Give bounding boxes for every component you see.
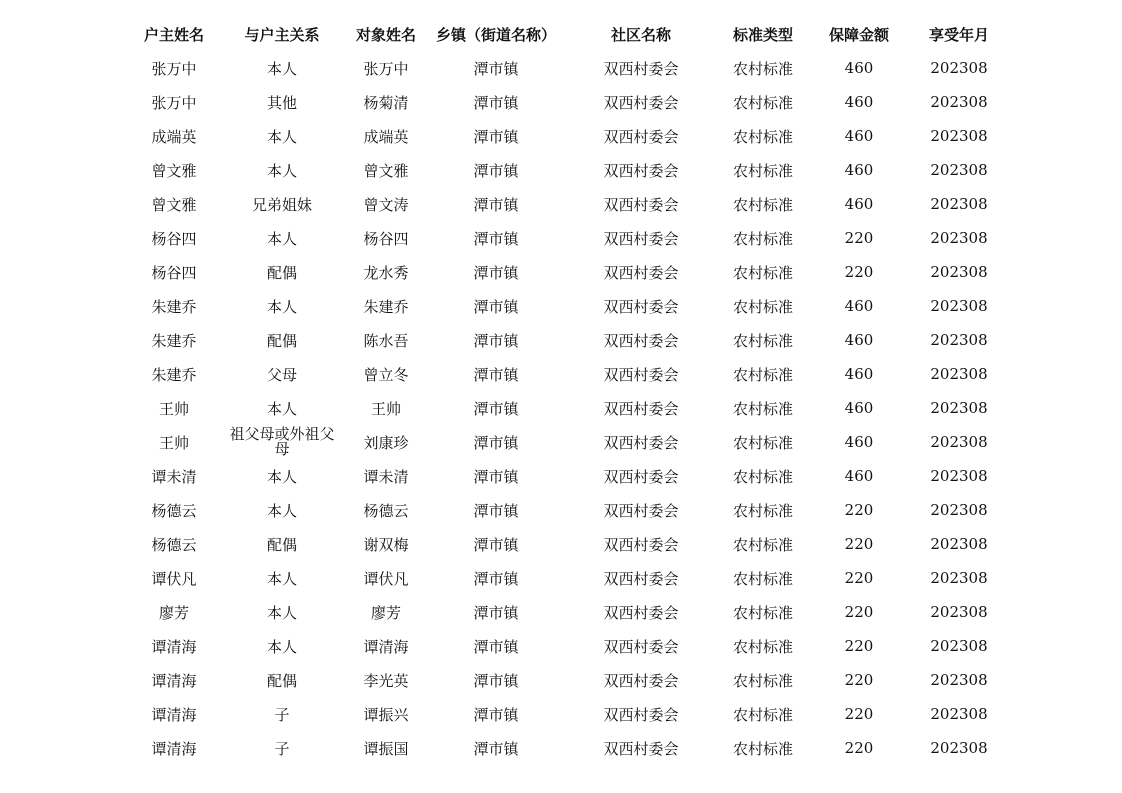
cell-household-head: 杨德云 xyxy=(151,535,197,554)
table-row xyxy=(120,323,1000,357)
table-row xyxy=(120,731,1000,765)
cell-amount: 220 xyxy=(844,603,874,621)
table-row xyxy=(120,595,1000,629)
cell-month: 202308 xyxy=(930,705,988,723)
cell-month: 202308 xyxy=(930,127,988,145)
table-row xyxy=(120,527,1000,561)
table-row xyxy=(120,493,1000,527)
header-community: 社区名称 xyxy=(610,25,671,44)
cell-household-head: 杨谷四 xyxy=(151,263,197,282)
cell-township: 潭市镇 xyxy=(473,535,519,554)
cell-amount: 220 xyxy=(844,229,874,247)
cell-month: 202308 xyxy=(930,297,988,315)
table-row xyxy=(120,187,1000,221)
cell-month: 202308 xyxy=(930,365,988,383)
cell-relationship: 配偶 xyxy=(266,331,297,350)
cell-amount: 460 xyxy=(844,161,874,179)
cell-subject-name: 成端英 xyxy=(363,127,409,146)
cell-standard-type: 农村标准 xyxy=(732,59,793,78)
cell-month: 202308 xyxy=(930,161,988,179)
cell-standard-type: 农村标准 xyxy=(732,569,793,588)
cell-township: 潭市镇 xyxy=(473,263,519,282)
cell-subject-name: 谢双梅 xyxy=(363,535,409,554)
cell-amount: 220 xyxy=(844,671,874,689)
cell-subject-name: 杨菊清 xyxy=(363,93,409,112)
table-body xyxy=(120,51,1000,765)
cell-relationship: 本人 xyxy=(266,603,297,622)
cell-subject-name: 谭未清 xyxy=(363,467,409,486)
cell-month: 202308 xyxy=(930,569,988,587)
cell-household-head: 廖芳 xyxy=(158,603,189,622)
cell-standard-type: 农村标准 xyxy=(732,739,793,758)
cell-amount: 220 xyxy=(844,569,874,587)
cell-community: 双西村委会 xyxy=(603,365,679,384)
cell-standard-type: 农村标准 xyxy=(732,671,793,690)
cell-month: 202308 xyxy=(930,671,988,689)
cell-relationship: 配偶 xyxy=(266,671,297,690)
cell-subject-name: 陈水吾 xyxy=(363,331,409,350)
cell-household-head: 朱建乔 xyxy=(151,297,197,316)
cell-community: 双西村委会 xyxy=(603,569,679,588)
cell-household-head: 谭伏凡 xyxy=(151,569,197,588)
cell-household-head: 谭清海 xyxy=(151,637,197,656)
cell-standard-type: 农村标准 xyxy=(732,331,793,350)
cell-amount: 460 xyxy=(844,433,874,451)
cell-subject-name: 谭伏凡 xyxy=(363,569,409,588)
cell-month: 202308 xyxy=(930,637,988,655)
cell-township: 潭市镇 xyxy=(473,365,519,384)
cell-amount: 220 xyxy=(844,637,874,655)
cell-standard-type: 农村标准 xyxy=(732,433,793,452)
cell-standard-type: 农村标准 xyxy=(732,93,793,112)
cell-relationship: 本人 xyxy=(266,161,297,180)
cell-amount: 460 xyxy=(844,93,874,111)
cell-community: 双西村委会 xyxy=(603,297,679,316)
cell-township: 潭市镇 xyxy=(473,671,519,690)
cell-household-head: 成端英 xyxy=(151,127,197,146)
cell-community: 双西村委会 xyxy=(603,59,679,78)
cell-standard-type: 农村标准 xyxy=(732,195,793,214)
cell-township: 潭市镇 xyxy=(473,229,519,248)
cell-relationship: 配偶 xyxy=(266,263,297,282)
cell-amount: 220 xyxy=(844,263,874,281)
cell-relationship: 本人 xyxy=(266,399,297,418)
cell-standard-type: 农村标准 xyxy=(732,603,793,622)
cell-amount: 460 xyxy=(844,399,874,417)
cell-standard-type: 农村标准 xyxy=(732,467,793,486)
cell-month: 202308 xyxy=(930,501,988,519)
cell-subject-name: 杨德云 xyxy=(363,501,409,520)
cell-month: 202308 xyxy=(930,603,988,621)
cell-community: 双西村委会 xyxy=(603,739,679,758)
cell-standard-type: 农村标准 xyxy=(732,161,793,180)
cell-month: 202308 xyxy=(930,93,988,111)
cell-township: 潭市镇 xyxy=(473,501,519,520)
cell-community: 双西村委会 xyxy=(603,229,679,248)
cell-township: 潭市镇 xyxy=(473,93,519,112)
cell-relationship: 其他 xyxy=(266,93,297,112)
header-household-head: 户主姓名 xyxy=(143,25,204,44)
cell-community: 双西村委会 xyxy=(603,93,679,112)
cell-subject-name: 谭振兴 xyxy=(363,705,409,724)
cell-month: 202308 xyxy=(930,195,988,213)
cell-subject-name: 王帅 xyxy=(370,399,401,418)
cell-amount: 460 xyxy=(844,331,874,349)
cell-household-head: 曾文雅 xyxy=(151,195,197,214)
table-row xyxy=(120,221,1000,255)
cell-township: 潭市镇 xyxy=(473,399,519,418)
cell-township: 潭市镇 xyxy=(473,331,519,350)
cell-community: 双西村委会 xyxy=(603,263,679,282)
cell-standard-type: 农村标准 xyxy=(732,127,793,146)
cell-standard-type: 农村标准 xyxy=(732,535,793,554)
cell-relationship: 本人 xyxy=(266,127,297,146)
header-township: 乡镇（街道名称） xyxy=(436,25,556,44)
cell-relationship: 本人 xyxy=(266,467,297,486)
cell-subject-name: 廖芳 xyxy=(370,603,401,622)
cell-standard-type: 农村标准 xyxy=(732,365,793,384)
cell-standard-type: 农村标准 xyxy=(732,399,793,418)
cell-amount: 460 xyxy=(844,127,874,145)
data-table xyxy=(120,17,1000,765)
cell-relationship: 祖父母或外祖父母 xyxy=(229,425,335,458)
cell-relationship: 父母 xyxy=(266,365,297,384)
cell-standard-type: 农村标准 xyxy=(732,229,793,248)
cell-relationship: 子 xyxy=(274,739,290,758)
cell-amount: 460 xyxy=(844,365,874,383)
cell-month: 202308 xyxy=(930,331,988,349)
cell-community: 双西村委会 xyxy=(603,161,679,180)
cell-household-head: 王帅 xyxy=(158,399,189,418)
table-row xyxy=(120,119,1000,153)
header-subject-name: 对象姓名 xyxy=(355,25,416,44)
cell-household-head: 杨谷四 xyxy=(151,229,197,248)
cell-month: 202308 xyxy=(930,59,988,77)
cell-amount: 460 xyxy=(844,195,874,213)
cell-subject-name: 杨谷四 xyxy=(363,229,409,248)
header-relationship: 与户主关系 xyxy=(244,25,320,44)
cell-community: 双西村委会 xyxy=(603,195,679,214)
cell-township: 潭市镇 xyxy=(473,297,519,316)
cell-subject-name: 曾文雅 xyxy=(363,161,409,180)
cell-community: 双西村委会 xyxy=(603,127,679,146)
cell-subject-name: 谭清海 xyxy=(363,637,409,656)
cell-household-head: 王帅 xyxy=(158,433,189,452)
cell-relationship: 本人 xyxy=(266,297,297,316)
cell-amount: 220 xyxy=(844,705,874,723)
cell-township: 潭市镇 xyxy=(473,705,519,724)
cell-community: 双西村委会 xyxy=(603,331,679,350)
table-row xyxy=(120,357,1000,391)
cell-subject-name: 刘康珍 xyxy=(363,433,409,452)
cell-community: 双西村委会 xyxy=(603,637,679,656)
cell-amount: 460 xyxy=(844,297,874,315)
cell-relationship: 本人 xyxy=(266,59,297,78)
cell-subject-name: 谭振国 xyxy=(363,739,409,758)
table-row xyxy=(120,255,1000,289)
cell-month: 202308 xyxy=(930,433,988,451)
cell-standard-type: 农村标准 xyxy=(732,637,793,656)
cell-relationship: 配偶 xyxy=(266,535,297,554)
cell-township: 潭市镇 xyxy=(473,467,519,486)
cell-community: 双西村委会 xyxy=(603,603,679,622)
cell-community: 双西村委会 xyxy=(603,535,679,554)
cell-relationship: 子 xyxy=(274,705,290,724)
cell-amount: 220 xyxy=(844,535,874,553)
cell-relationship: 本人 xyxy=(266,229,297,248)
cell-community: 双西村委会 xyxy=(603,399,679,418)
cell-township: 潭市镇 xyxy=(473,739,519,758)
cell-subject-name: 曾文涛 xyxy=(363,195,409,214)
cell-standard-type: 农村标准 xyxy=(732,297,793,316)
cell-community: 双西村委会 xyxy=(603,705,679,724)
cell-amount: 220 xyxy=(844,501,874,519)
cell-household-head: 谭清海 xyxy=(151,739,197,758)
cell-community: 双西村委会 xyxy=(603,467,679,486)
cell-month: 202308 xyxy=(930,739,988,757)
table-row xyxy=(120,663,1000,697)
table-row xyxy=(120,425,1000,459)
table-row xyxy=(120,629,1000,663)
cell-township: 潭市镇 xyxy=(473,59,519,78)
cell-household-head: 朱建乔 xyxy=(151,365,197,384)
cell-standard-type: 农村标准 xyxy=(732,263,793,282)
cell-subject-name: 龙水秀 xyxy=(363,263,409,282)
cell-household-head: 杨德云 xyxy=(151,501,197,520)
cell-township: 潭市镇 xyxy=(473,433,519,452)
cell-relationship: 本人 xyxy=(266,501,297,520)
cell-month: 202308 xyxy=(930,535,988,553)
cell-township: 潭市镇 xyxy=(473,603,519,622)
table-row xyxy=(120,85,1000,119)
table-row xyxy=(120,289,1000,323)
cell-household-head: 谭清海 xyxy=(151,705,197,724)
cell-household-head: 谭未清 xyxy=(151,467,197,486)
cell-community: 双西村委会 xyxy=(603,433,679,452)
cell-community: 双西村委会 xyxy=(603,501,679,520)
cell-household-head: 张万中 xyxy=(151,93,197,112)
cell-subject-name: 李光英 xyxy=(363,671,409,690)
cell-amount: 460 xyxy=(844,59,874,77)
cell-subject-name: 曾立冬 xyxy=(363,365,409,384)
cell-household-head: 谭清海 xyxy=(151,671,197,690)
cell-township: 潭市镇 xyxy=(473,127,519,146)
cell-township: 潭市镇 xyxy=(473,569,519,588)
cell-amount: 460 xyxy=(844,467,874,485)
cell-month: 202308 xyxy=(930,263,988,281)
cell-household-head: 张万中 xyxy=(151,59,197,78)
table-row xyxy=(120,459,1000,493)
cell-standard-type: 农村标准 xyxy=(732,501,793,520)
cell-month: 202308 xyxy=(930,467,988,485)
cell-relationship: 兄弟姐妹 xyxy=(251,195,312,214)
cell-household-head: 朱建乔 xyxy=(151,331,197,350)
cell-township: 潭市镇 xyxy=(473,637,519,656)
cell-household-head: 曾文雅 xyxy=(151,161,197,180)
table-row xyxy=(120,697,1000,731)
cell-relationship: 本人 xyxy=(266,637,297,656)
cell-community: 双西村委会 xyxy=(603,671,679,690)
cell-month: 202308 xyxy=(930,229,988,247)
table-row xyxy=(120,391,1000,425)
cell-standard-type: 农村标准 xyxy=(732,705,793,724)
cell-month: 202308 xyxy=(930,399,988,417)
cell-township: 潭市镇 xyxy=(473,161,519,180)
header-amount: 保障金额 xyxy=(828,25,889,44)
cell-amount: 220 xyxy=(844,739,874,757)
cell-relationship: 本人 xyxy=(266,569,297,588)
cell-township: 潭市镇 xyxy=(473,195,519,214)
cell-subject-name: 朱建乔 xyxy=(363,297,409,316)
table-row xyxy=(120,153,1000,187)
header-row xyxy=(120,17,1000,51)
table-row xyxy=(120,51,1000,85)
cell-subject-name: 张万中 xyxy=(363,59,409,78)
table-row xyxy=(120,561,1000,595)
header-standard-type: 标准类型 xyxy=(732,25,793,44)
header-month: 享受年月 xyxy=(928,25,989,44)
